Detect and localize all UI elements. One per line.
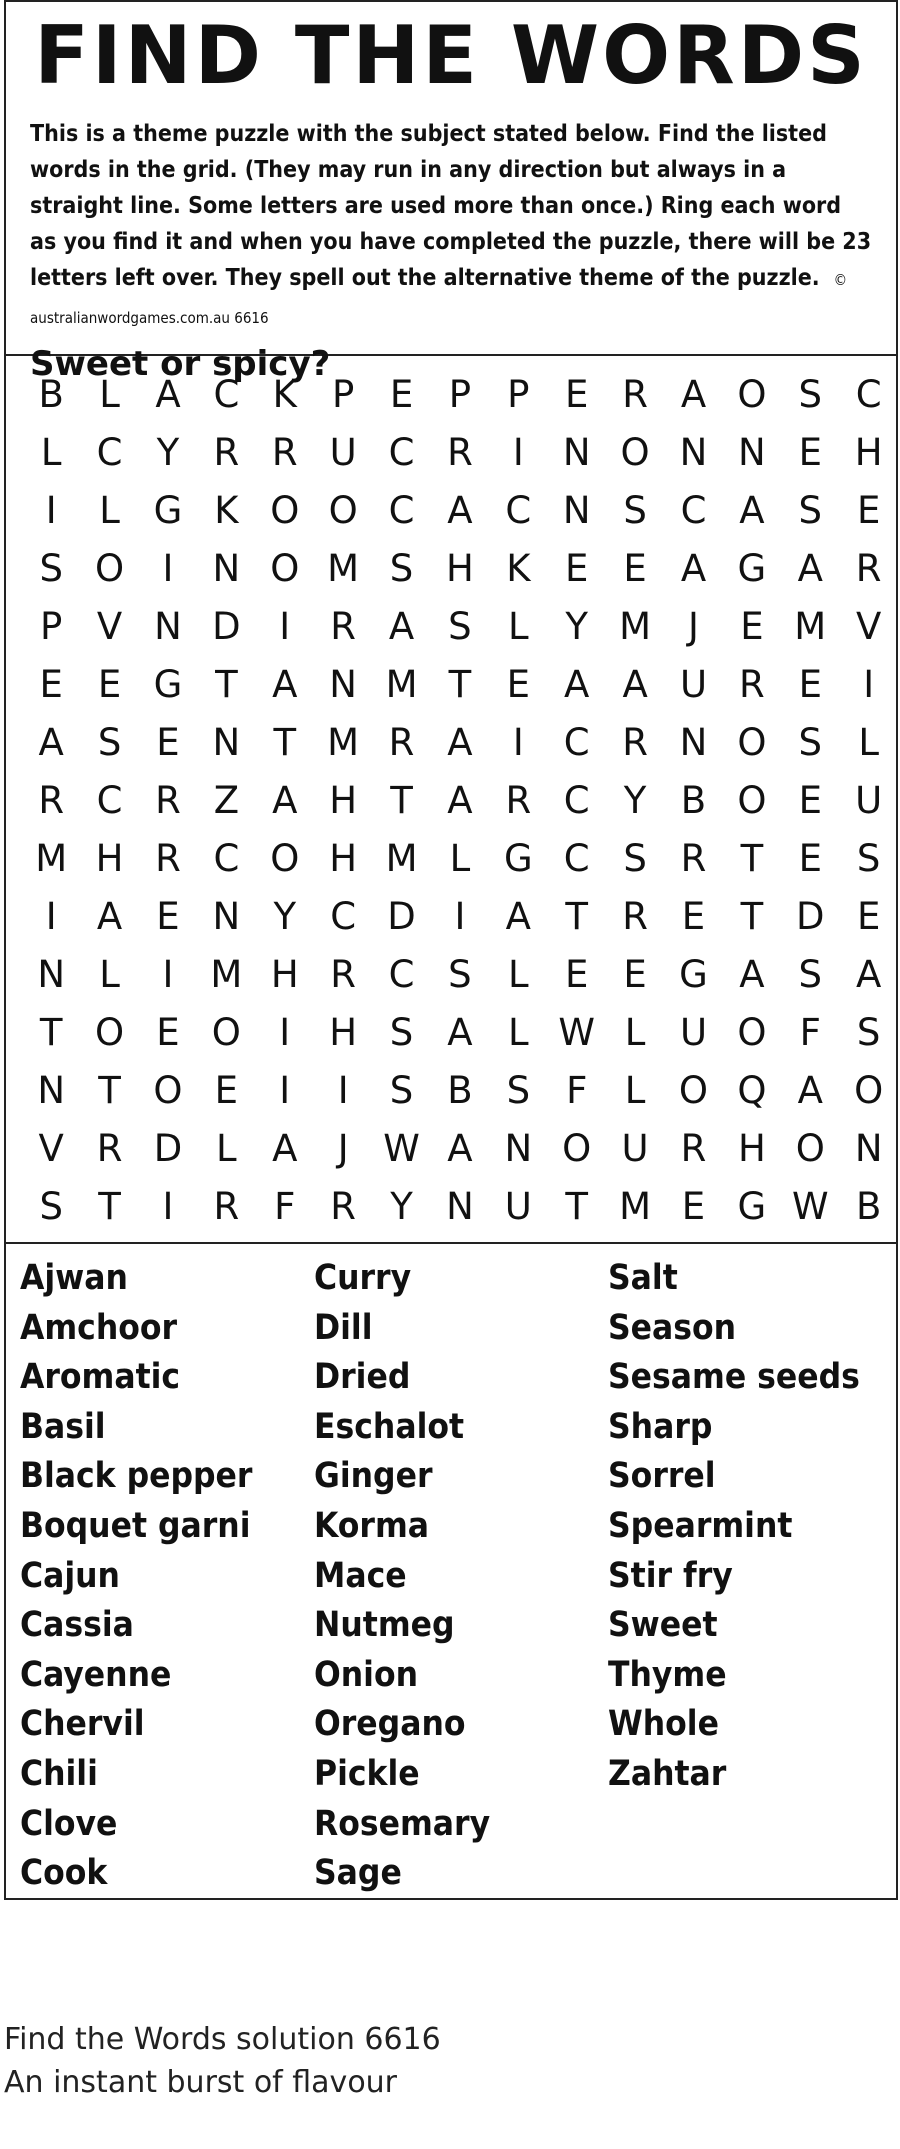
- grid-cell[interactable]: S: [448, 953, 472, 996]
- word-item: Spearmint: [608, 1505, 793, 1546]
- grid-cell[interactable]: W: [558, 1011, 595, 1054]
- grid-cell[interactable]: O: [737, 1011, 767, 1054]
- grid-cell[interactable]: O: [95, 547, 125, 590]
- grid-cell[interactable]: E: [623, 953, 647, 996]
- grid-cell[interactable]: T: [98, 1069, 121, 1112]
- grid-cell[interactable]: S: [623, 837, 647, 880]
- grid-cell[interactable]: G: [153, 663, 183, 706]
- grid-cell[interactable]: N: [679, 721, 708, 764]
- word-item: Pickle: [314, 1753, 420, 1794]
- word-column: [20, 1254, 314, 1899]
- grid-cell[interactable]: A: [680, 373, 707, 416]
- grid-cell[interactable]: N: [504, 1127, 533, 1170]
- solution-answer: An instant burst of flavour: [4, 2065, 398, 2100]
- grid-cell[interactable]: O: [795, 1127, 825, 1170]
- grid-cell[interactable]: F: [799, 1011, 821, 1054]
- grid-cell[interactable]: T: [390, 779, 413, 822]
- grid-cell[interactable]: I: [454, 895, 466, 938]
- grid-cell[interactable]: Q: [737, 1069, 767, 1112]
- grid-cell[interactable]: O: [737, 373, 767, 416]
- grid-cell[interactable]: I: [279, 1069, 291, 1112]
- grid-cell[interactable]: A: [622, 663, 648, 706]
- grid-cell[interactable]: E: [623, 547, 647, 590]
- grid-cell[interactable]: F: [274, 1185, 296, 1228]
- word-item: Eschalot: [314, 1406, 465, 1447]
- grid-cell[interactable]: A: [447, 1011, 473, 1054]
- grid-cell[interactable]: O: [270, 837, 300, 880]
- word-item: Salt: [608, 1258, 678, 1298]
- letter-grid: [22, 366, 896, 1236]
- grid-cell[interactable]: T: [565, 895, 589, 938]
- grid-cell[interactable]: O: [562, 1127, 592, 1170]
- grid-cell[interactable]: T: [448, 663, 472, 706]
- letter-grid-area: [6, 356, 896, 1244]
- grid-cell[interactable]: M: [327, 721, 360, 764]
- grid-cell[interactable]: C: [213, 837, 240, 880]
- grid-cell[interactable]: S: [798, 721, 823, 764]
- grid-cell[interactable]: A: [856, 953, 882, 996]
- solution-section: [4, 2018, 441, 2104]
- grid-cell[interactable]: T: [215, 663, 238, 706]
- grid-cell[interactable]: C: [96, 779, 123, 822]
- grid-cell[interactable]: R: [330, 953, 356, 996]
- word-list: [6, 1244, 896, 1899]
- grid-cell[interactable]: E: [856, 895, 881, 938]
- word-item: Sweet: [608, 1605, 718, 1646]
- grid-cell[interactable]: I: [162, 547, 174, 590]
- grid-cell[interactable]: M: [794, 605, 827, 648]
- grid-cell[interactable]: I: [337, 1069, 349, 1112]
- grid-cell[interactable]: E: [156, 895, 180, 938]
- grid-cell[interactable]: S: [506, 1069, 531, 1112]
- grid-cell[interactable]: R: [622, 721, 648, 764]
- word-item: Cayenne: [20, 1654, 172, 1695]
- grid-cell[interactable]: L: [40, 431, 62, 474]
- grid-cell[interactable]: G: [737, 1185, 767, 1228]
- grid-cell[interactable]: U: [329, 431, 357, 474]
- grid-cell[interactable]: E: [798, 663, 822, 706]
- grid-cell[interactable]: E: [214, 1069, 239, 1112]
- grid-cell[interactable]: A: [272, 779, 298, 822]
- grid-cell[interactable]: G: [503, 837, 533, 880]
- grid-cell[interactable]: W: [383, 1127, 420, 1170]
- grid-cell[interactable]: A: [447, 489, 473, 532]
- grid-cell[interactable]: S: [623, 489, 647, 532]
- grid-cell[interactable]: P: [448, 373, 472, 416]
- word-item: Curry: [314, 1258, 412, 1298]
- grid-cell[interactable]: P: [507, 373, 530, 416]
- grid-cell[interactable]: U: [679, 663, 708, 706]
- grid-cell[interactable]: H: [329, 779, 358, 822]
- grid-cell[interactable]: M: [210, 953, 243, 996]
- word-item: Mace: [314, 1555, 407, 1596]
- grid-cell[interactable]: I: [512, 431, 524, 474]
- grid-cell[interactable]: D: [796, 895, 825, 938]
- grid-cell[interactable]: N: [212, 895, 241, 938]
- grid-cell[interactable]: M: [385, 837, 418, 880]
- grid-cell[interactable]: N: [212, 721, 241, 764]
- grid-cell[interactable]: O: [854, 1069, 884, 1112]
- grid-cell[interactable]: C: [505, 489, 532, 532]
- grid-cell[interactable]: N: [154, 605, 182, 648]
- word-item: Cassia: [20, 1605, 134, 1646]
- grid-cell[interactable]: D: [387, 895, 416, 938]
- grid-cell[interactable]: B: [38, 373, 64, 416]
- grid-cell[interactable]: Y: [273, 895, 297, 938]
- grid-cell[interactable]: A: [155, 373, 181, 416]
- grid-cell[interactable]: E: [565, 373, 589, 416]
- grid-cell[interactable]: O: [153, 1069, 183, 1112]
- grid-cell[interactable]: L: [449, 837, 471, 880]
- grid-cell[interactable]: A: [797, 1069, 823, 1112]
- grid-cell[interactable]: H: [329, 1011, 358, 1054]
- grid-cell[interactable]: R: [447, 431, 473, 474]
- grid-cell[interactable]: E: [506, 663, 531, 706]
- grid-cell[interactable]: S: [39, 1185, 63, 1228]
- word-item: Clove: [20, 1803, 118, 1844]
- grid-cell[interactable]: E: [798, 837, 822, 880]
- grid-cell[interactable]: T: [98, 1185, 121, 1228]
- grid-cell[interactable]: B: [680, 779, 707, 822]
- grid-cell[interactable]: S: [39, 547, 63, 590]
- grid-cell[interactable]: M: [385, 663, 418, 706]
- word-item: Sage: [314, 1853, 402, 1894]
- word-item: Sorrel: [608, 1456, 716, 1497]
- grid-cell[interactable]: U: [504, 1185, 532, 1228]
- grid-cell[interactable]: S: [798, 953, 823, 996]
- puzzle-title: FIND THE WORDS: [34, 9, 868, 102]
- grid-cell[interactable]: Y: [390, 1185, 413, 1228]
- grid-cell[interactable]: O: [737, 779, 767, 822]
- grid-cell[interactable]: L: [508, 1011, 529, 1054]
- grid-cell[interactable]: A: [272, 1127, 298, 1170]
- grid-cell[interactable]: O: [211, 1011, 241, 1054]
- grid-cell[interactable]: R: [855, 547, 882, 590]
- grid-cell[interactable]: M: [327, 547, 360, 590]
- grid-cell[interactable]: O: [95, 1011, 125, 1054]
- grid-cell[interactable]: N: [738, 431, 766, 474]
- grid-cell[interactable]: N: [329, 663, 357, 706]
- grid-cell[interactable]: E: [856, 489, 881, 532]
- grid-cell[interactable]: B: [855, 1185, 882, 1228]
- grid-cell[interactable]: C: [213, 373, 240, 416]
- grid-cell[interactable]: A: [388, 605, 415, 648]
- grid-cell[interactable]: H: [737, 1127, 766, 1170]
- word-item: Chervil: [20, 1704, 145, 1745]
- grid-cell[interactable]: B: [447, 1069, 473, 1112]
- grid-cell[interactable]: N: [854, 1127, 883, 1170]
- puzzle-instructions: [30, 116, 872, 336]
- grid-cell[interactable]: E: [156, 721, 180, 764]
- word-item: Whole: [608, 1704, 719, 1745]
- word-item: Sharp: [608, 1406, 713, 1447]
- grid-cell[interactable]: R: [96, 1127, 123, 1170]
- grid-cell[interactable]: E: [798, 431, 822, 474]
- word-item: Amchoor: [20, 1307, 178, 1348]
- grid-cell[interactable]: I: [45, 895, 57, 938]
- grid-cell[interactable]: H: [446, 547, 474, 590]
- grid-cell[interactable]: K: [272, 373, 297, 416]
- grid-cell[interactable]: E: [565, 953, 589, 996]
- grid-cell[interactable]: L: [508, 605, 529, 648]
- grid-cell[interactable]: E: [681, 895, 706, 938]
- grid-cell[interactable]: A: [564, 663, 590, 706]
- grid-cell[interactable]: C: [563, 837, 590, 880]
- grid-cell[interactable]: J: [688, 605, 699, 648]
- grid-cell[interactable]: I: [279, 1011, 291, 1054]
- solution-title: Find the Words solution 6616: [4, 2022, 441, 2057]
- puzzle-theme: Sweet or spicy?: [30, 344, 331, 384]
- grid-cell[interactable]: Y: [156, 431, 180, 474]
- grid-cell[interactable]: R: [213, 1185, 240, 1228]
- word-item: Sesame seeds: [608, 1357, 860, 1398]
- grid-cell[interactable]: L: [858, 721, 879, 764]
- grid-cell[interactable]: S: [798, 373, 823, 416]
- grid-cell[interactable]: D: [212, 605, 241, 648]
- grid-cell[interactable]: T: [740, 895, 764, 938]
- grid-cell[interactable]: E: [681, 1185, 706, 1228]
- word-column: [608, 1254, 898, 1899]
- grid-cell[interactable]: I: [45, 489, 57, 532]
- grid-cell[interactable]: L: [624, 1069, 646, 1112]
- grid-cell[interactable]: Z: [213, 779, 240, 822]
- grid-cell[interactable]: C: [563, 779, 590, 822]
- grid-cell[interactable]: L: [216, 1127, 237, 1170]
- grid-cell[interactable]: V: [38, 1127, 64, 1170]
- grid-cell[interactable]: R: [739, 663, 765, 706]
- word-item: Aromatic: [20, 1357, 181, 1398]
- word-item: Thyme: [608, 1654, 727, 1695]
- word-item: Black pepper: [20, 1456, 253, 1497]
- grid-cell[interactable]: C: [563, 721, 590, 764]
- grid-cell[interactable]: A: [739, 489, 765, 532]
- grid-cell[interactable]: O: [678, 1069, 709, 1112]
- word-item: Korma: [314, 1505, 430, 1546]
- grid-cell[interactable]: E: [565, 547, 589, 590]
- grid-cell[interactable]: R: [271, 431, 298, 474]
- grid-cell[interactable]: V: [96, 605, 123, 648]
- word-item: Oregano: [314, 1704, 466, 1745]
- grid-cell[interactable]: R: [330, 1185, 356, 1228]
- copyright-credit: © australianwordgames.com.au 6616: [30, 271, 848, 327]
- grid-cell[interactable]: C: [388, 953, 415, 996]
- grid-cell[interactable]: O: [737, 721, 767, 764]
- grid-cell[interactable]: T: [740, 837, 764, 880]
- grid-cell[interactable]: P: [40, 605, 63, 648]
- grid-cell[interactable]: E: [39, 663, 63, 706]
- grid-cell[interactable]: N: [562, 431, 591, 474]
- grid-cell[interactable]: L: [99, 373, 120, 416]
- grid-cell[interactable]: A: [38, 721, 64, 764]
- grid-cell[interactable]: M: [619, 1185, 652, 1228]
- grid-cell[interactable]: S: [97, 721, 122, 764]
- grid-cell[interactable]: K: [214, 489, 239, 532]
- grid-cell[interactable]: C: [855, 373, 882, 416]
- grid-cell[interactable]: A: [447, 721, 473, 764]
- word-item: Basil: [20, 1406, 106, 1447]
- word-item: Dill: [314, 1307, 373, 1348]
- grid-cell[interactable]: O: [620, 431, 650, 474]
- word-item: Dried: [314, 1357, 411, 1398]
- word-item: Boquet garni: [20, 1505, 251, 1546]
- grid-cell[interactable]: J: [337, 1127, 349, 1170]
- grid-cell[interactable]: R: [38, 779, 65, 822]
- grid-cell[interactable]: U: [855, 779, 883, 822]
- word-column: [314, 1254, 608, 1899]
- grid-cell[interactable]: A: [96, 895, 123, 938]
- grid-cell[interactable]: C: [388, 489, 415, 532]
- grid-cell[interactable]: R: [213, 431, 240, 474]
- grid-cell[interactable]: G: [679, 953, 708, 996]
- grid-cell[interactable]: A: [680, 547, 707, 590]
- grid-cell[interactable]: N: [446, 1185, 474, 1228]
- grid-cell[interactable]: T: [39, 1011, 63, 1054]
- grid-cell[interactable]: T: [273, 721, 297, 764]
- grid-cell[interactable]: E: [156, 1011, 180, 1054]
- grid-cell[interactable]: S: [389, 1011, 414, 1054]
- word-item: Nutmeg: [314, 1605, 455, 1646]
- puzzle-header: [6, 2, 896, 384]
- grid-cell[interactable]: I: [162, 953, 174, 996]
- grid-cell[interactable]: I: [279, 605, 291, 648]
- grid-cell[interactable]: D: [153, 1127, 183, 1170]
- grid-cell[interactable]: L: [99, 489, 120, 532]
- grid-cell[interactable]: A: [447, 779, 473, 822]
- grid-cell[interactable]: S: [798, 489, 823, 532]
- grid-cell[interactable]: K: [506, 547, 531, 590]
- grid-cell[interactable]: R: [388, 721, 415, 764]
- grid-cell[interactable]: M: [619, 605, 652, 648]
- grid-cell[interactable]: P: [331, 373, 355, 416]
- grid-cell[interactable]: U: [621, 1127, 649, 1170]
- grid-cell[interactable]: O: [270, 547, 300, 590]
- word-item: Stir fry: [608, 1555, 733, 1596]
- grid-cell[interactable]: E: [798, 779, 822, 822]
- word-item: Onion: [314, 1654, 419, 1695]
- grid-cell[interactable]: E: [740, 605, 764, 648]
- word-item: Ajwan: [20, 1258, 128, 1298]
- grid-cell[interactable]: E: [389, 373, 414, 416]
- word-item: Cajun: [20, 1555, 120, 1596]
- grid-cell[interactable]: I: [162, 1185, 174, 1228]
- grid-cell[interactable]: S: [856, 1011, 881, 1054]
- grid-cell[interactable]: A: [447, 1127, 473, 1170]
- grid-cell[interactable]: S: [389, 547, 414, 590]
- grid-cell[interactable]: T: [565, 1185, 589, 1228]
- grid-cell[interactable]: N: [679, 431, 708, 474]
- grid-cell[interactable]: R: [622, 895, 648, 938]
- grid-cell[interactable]: S: [448, 605, 472, 648]
- grid-cell[interactable]: Y: [565, 605, 589, 648]
- grid-cell[interactable]: E: [97, 663, 122, 706]
- grid-cell[interactable]: O: [270, 489, 300, 532]
- grid-cell[interactable]: H: [95, 837, 124, 880]
- instructions-text: This is a theme puzzle with the subject stated below. Find the listed words in the grid. (They may run in any direction but always in a straight line. Some letters are used more than once.) Ring each word as you find it and when you have completed the puzzle, there will be 23 letters left over. They spell out the alternative theme of the puzzle.: [30, 121, 872, 291]
- grid-cell[interactable]: L: [508, 953, 529, 996]
- grid-cell[interactable]: I: [863, 663, 875, 706]
- grid-cell[interactable]: A: [505, 895, 531, 938]
- grid-cell[interactable]: O: [328, 489, 358, 532]
- grid-cell[interactable]: H: [854, 431, 883, 474]
- grid-cell[interactable]: F: [566, 1069, 588, 1112]
- grid-cell[interactable]: N: [37, 1069, 66, 1112]
- grid-cell[interactable]: A: [797, 547, 823, 590]
- word-item: Zahtar: [608, 1753, 727, 1794]
- grid-cell[interactable]: R: [330, 605, 356, 648]
- grid-cell[interactable]: W: [791, 1185, 829, 1228]
- grid-cell[interactable]: C: [96, 431, 123, 474]
- grid-cell[interactable]: G: [737, 547, 767, 590]
- grid-cell[interactable]: H: [270, 953, 299, 996]
- grid-cell[interactable]: U: [679, 1011, 708, 1054]
- grid-cell[interactable]: S: [856, 837, 881, 880]
- grid-cell[interactable]: R: [680, 837, 707, 880]
- grid-cell[interactable]: L: [624, 1011, 646, 1054]
- grid-cell[interactable]: R: [155, 837, 181, 880]
- word-item: Chili: [20, 1753, 98, 1794]
- word-item: Cook: [20, 1853, 108, 1894]
- grid-cell[interactable]: R: [680, 1127, 707, 1170]
- grid-cell[interactable]: H: [329, 837, 358, 880]
- grid-cell[interactable]: M: [35, 837, 68, 880]
- puzzle-panel: [4, 0, 898, 1900]
- grid-cell[interactable]: Y: [623, 779, 647, 822]
- grid-cell[interactable]: R: [622, 373, 648, 416]
- word-item: Rosemary: [314, 1803, 491, 1844]
- grid-cell[interactable]: L: [99, 953, 120, 996]
- word-item: Ginger: [314, 1456, 433, 1497]
- grid-cell[interactable]: I: [512, 721, 524, 764]
- grid-cell[interactable]: A: [272, 663, 298, 706]
- grid-cell[interactable]: R: [505, 779, 532, 822]
- grid-cell[interactable]: V: [856, 605, 882, 648]
- grid-cell[interactable]: R: [155, 779, 181, 822]
- grid-cell[interactable]: C: [388, 431, 415, 474]
- grid-cell[interactable]: N: [37, 953, 66, 996]
- grid-cell[interactable]: S: [389, 1069, 414, 1112]
- grid-cell[interactable]: A: [739, 953, 765, 996]
- grid-cell[interactable]: C: [680, 489, 707, 532]
- grid-cell[interactable]: G: [153, 489, 183, 532]
- word-item: Season: [608, 1307, 737, 1348]
- grid-cell[interactable]: N: [212, 547, 241, 590]
- grid-cell[interactable]: C: [330, 895, 357, 938]
- grid-cell[interactable]: N: [562, 489, 591, 532]
